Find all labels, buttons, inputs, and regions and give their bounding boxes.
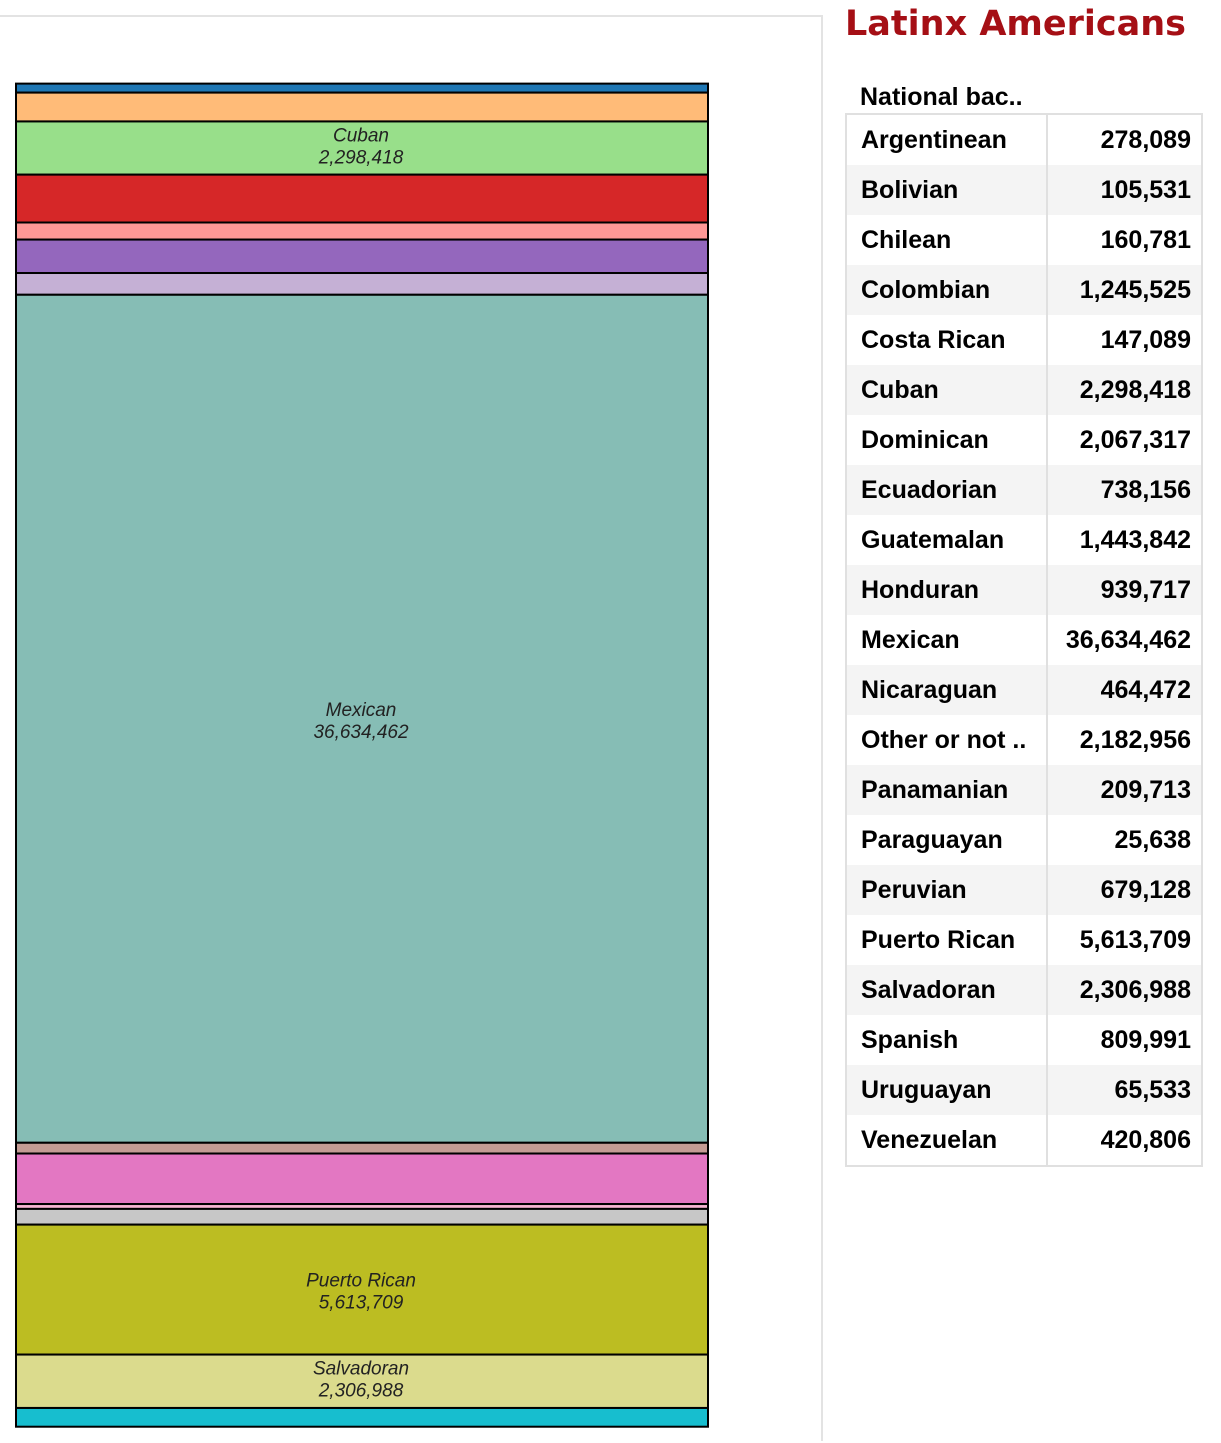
column-divider bbox=[1046, 465, 1048, 515]
row-value: 65,533 bbox=[1114, 1075, 1191, 1104]
column-divider bbox=[1046, 815, 1048, 865]
row-value: 5,613,709 bbox=[1079, 925, 1191, 954]
bar-segment-colombian[interactable] bbox=[16, 93, 708, 122]
row-value: 105,531 bbox=[1100, 175, 1191, 204]
table-row[interactable] bbox=[847, 915, 1201, 965]
table-header[interactable]: National bac.. bbox=[860, 83, 1023, 111]
page-title: Latinx Americans bbox=[845, 4, 1186, 44]
bar-segment-guatemalan[interactable] bbox=[16, 240, 708, 273]
row-value: 209,713 bbox=[1100, 775, 1191, 804]
row-name: Salvadoran bbox=[861, 975, 996, 1004]
bar-segment-spanish[interactable] bbox=[16, 1408, 708, 1427]
column-divider bbox=[1046, 315, 1048, 365]
row-value: 2,067,317 bbox=[1079, 425, 1191, 454]
column-divider bbox=[1046, 915, 1048, 965]
table-row[interactable] bbox=[847, 765, 1201, 815]
row-name: Honduran bbox=[861, 575, 980, 604]
table-row[interactable] bbox=[847, 165, 1201, 215]
row-name: Chilean bbox=[861, 225, 952, 254]
row-value: 36,634,462 bbox=[1065, 625, 1191, 654]
row-name: Puerto Rican bbox=[861, 925, 1016, 954]
segment-value-label: 5,613,709 bbox=[318, 1292, 404, 1314]
row-name: Spanish bbox=[861, 1025, 959, 1054]
row-value: 464,472 bbox=[1100, 675, 1191, 704]
column-divider bbox=[1046, 265, 1048, 315]
row-name: Uruguayan bbox=[861, 1075, 992, 1104]
column-divider bbox=[1046, 1115, 1048, 1165]
row-value: 147,089 bbox=[1100, 325, 1191, 354]
row-value: 1,245,525 bbox=[1079, 275, 1191, 304]
column-divider bbox=[1046, 715, 1048, 765]
table-row[interactable] bbox=[847, 215, 1201, 265]
column-divider bbox=[1046, 965, 1048, 1015]
column-divider bbox=[1046, 865, 1048, 915]
row-name: Other or not .. bbox=[861, 725, 1027, 754]
column-divider bbox=[1046, 565, 1048, 615]
row-value: 738,156 bbox=[1100, 475, 1191, 504]
column-divider bbox=[1046, 515, 1048, 565]
segment-label: Mexican bbox=[325, 699, 397, 721]
row-name: Mexican bbox=[861, 625, 960, 654]
column-divider bbox=[1046, 115, 1048, 165]
row-name: Venezuelan bbox=[861, 1125, 998, 1154]
chart-panel bbox=[0, 15, 823, 1441]
row-name: Peruvian bbox=[861, 875, 967, 904]
row-name: Colombian bbox=[861, 275, 991, 304]
row-value: 2,298,418 bbox=[1079, 375, 1191, 404]
table-row[interactable] bbox=[847, 1065, 1201, 1115]
row-name: Cuban bbox=[861, 375, 939, 404]
table-row[interactable] bbox=[847, 465, 1201, 515]
stacked-bar-chart bbox=[0, 17, 823, 1443]
table-row[interactable] bbox=[847, 115, 1201, 165]
column-divider bbox=[1046, 1015, 1048, 1065]
table-row[interactable] bbox=[847, 1015, 1201, 1065]
table-row[interactable] bbox=[847, 1115, 1201, 1165]
row-value: 420,806 bbox=[1100, 1125, 1191, 1154]
row-value: 679,128 bbox=[1100, 875, 1191, 904]
bar-segment-honduran[interactable] bbox=[16, 273, 708, 295]
row-value: 2,306,988 bbox=[1079, 975, 1191, 1004]
row-name: Ecuadorian bbox=[861, 475, 998, 504]
bar-segment-argentinean[interactable] bbox=[16, 84, 708, 93]
row-value: 809,991 bbox=[1100, 1025, 1191, 1054]
column-divider bbox=[1046, 365, 1048, 415]
side-panel bbox=[845, 0, 1221, 1441]
row-name: Guatemalan bbox=[861, 525, 1005, 554]
row-name: Panamanian bbox=[861, 775, 1009, 804]
column-divider bbox=[1046, 415, 1048, 465]
column-divider bbox=[1046, 765, 1048, 815]
table-row[interactable] bbox=[847, 265, 1201, 315]
bar-segment-other-or-not[interactable] bbox=[16, 1154, 708, 1205]
row-value: 2,182,956 bbox=[1079, 725, 1191, 754]
row-name: Costa Rican bbox=[861, 325, 1006, 354]
row-name: Nicaraguan bbox=[861, 675, 998, 704]
segment-value-label: 36,634,462 bbox=[313, 721, 409, 743]
table-row[interactable] bbox=[847, 315, 1201, 365]
bar-segment-peruvian[interactable] bbox=[16, 1209, 708, 1225]
row-value: 160,781 bbox=[1100, 225, 1191, 254]
table-row[interactable] bbox=[847, 965, 1201, 1015]
table-row[interactable] bbox=[847, 515, 1201, 565]
bar-segment-dominican[interactable] bbox=[16, 175, 708, 223]
column-divider bbox=[1046, 665, 1048, 715]
column-divider bbox=[1046, 165, 1048, 215]
segment-label: Puerto Rican bbox=[306, 1270, 416, 1292]
column-divider bbox=[1046, 215, 1048, 265]
segment-label: Salvadoran bbox=[312, 1358, 410, 1380]
row-value: 278,089 bbox=[1100, 125, 1191, 154]
row-name: Argentinean bbox=[861, 125, 1007, 154]
table-row[interactable] bbox=[847, 365, 1201, 415]
table-row[interactable] bbox=[847, 865, 1201, 915]
segment-value-label: 2,306,988 bbox=[318, 1380, 404, 1402]
column-divider bbox=[1046, 615, 1048, 665]
row-name: Bolivian bbox=[861, 175, 959, 204]
table-row[interactable] bbox=[847, 815, 1201, 865]
legend-table bbox=[845, 113, 1203, 1167]
table-row[interactable] bbox=[847, 615, 1201, 665]
row-value: 1,443,842 bbox=[1079, 525, 1191, 554]
bar-segment-nicaraguan[interactable] bbox=[16, 1143, 708, 1154]
segment-value-label: 2,298,418 bbox=[318, 147, 404, 169]
row-value: 25,638 bbox=[1114, 825, 1191, 854]
bar-segment-ecuadorian[interactable] bbox=[16, 223, 708, 240]
row-name: Paraguayan bbox=[861, 825, 1003, 854]
table-row[interactable] bbox=[847, 415, 1201, 465]
column-divider bbox=[1046, 1065, 1048, 1115]
row-name: Dominican bbox=[861, 425, 989, 454]
table-row[interactable] bbox=[847, 715, 1201, 765]
table-row[interactable] bbox=[847, 665, 1201, 715]
row-value: 939,717 bbox=[1100, 575, 1191, 604]
table-row[interactable] bbox=[847, 565, 1201, 615]
segment-label: Cuban bbox=[333, 125, 389, 147]
